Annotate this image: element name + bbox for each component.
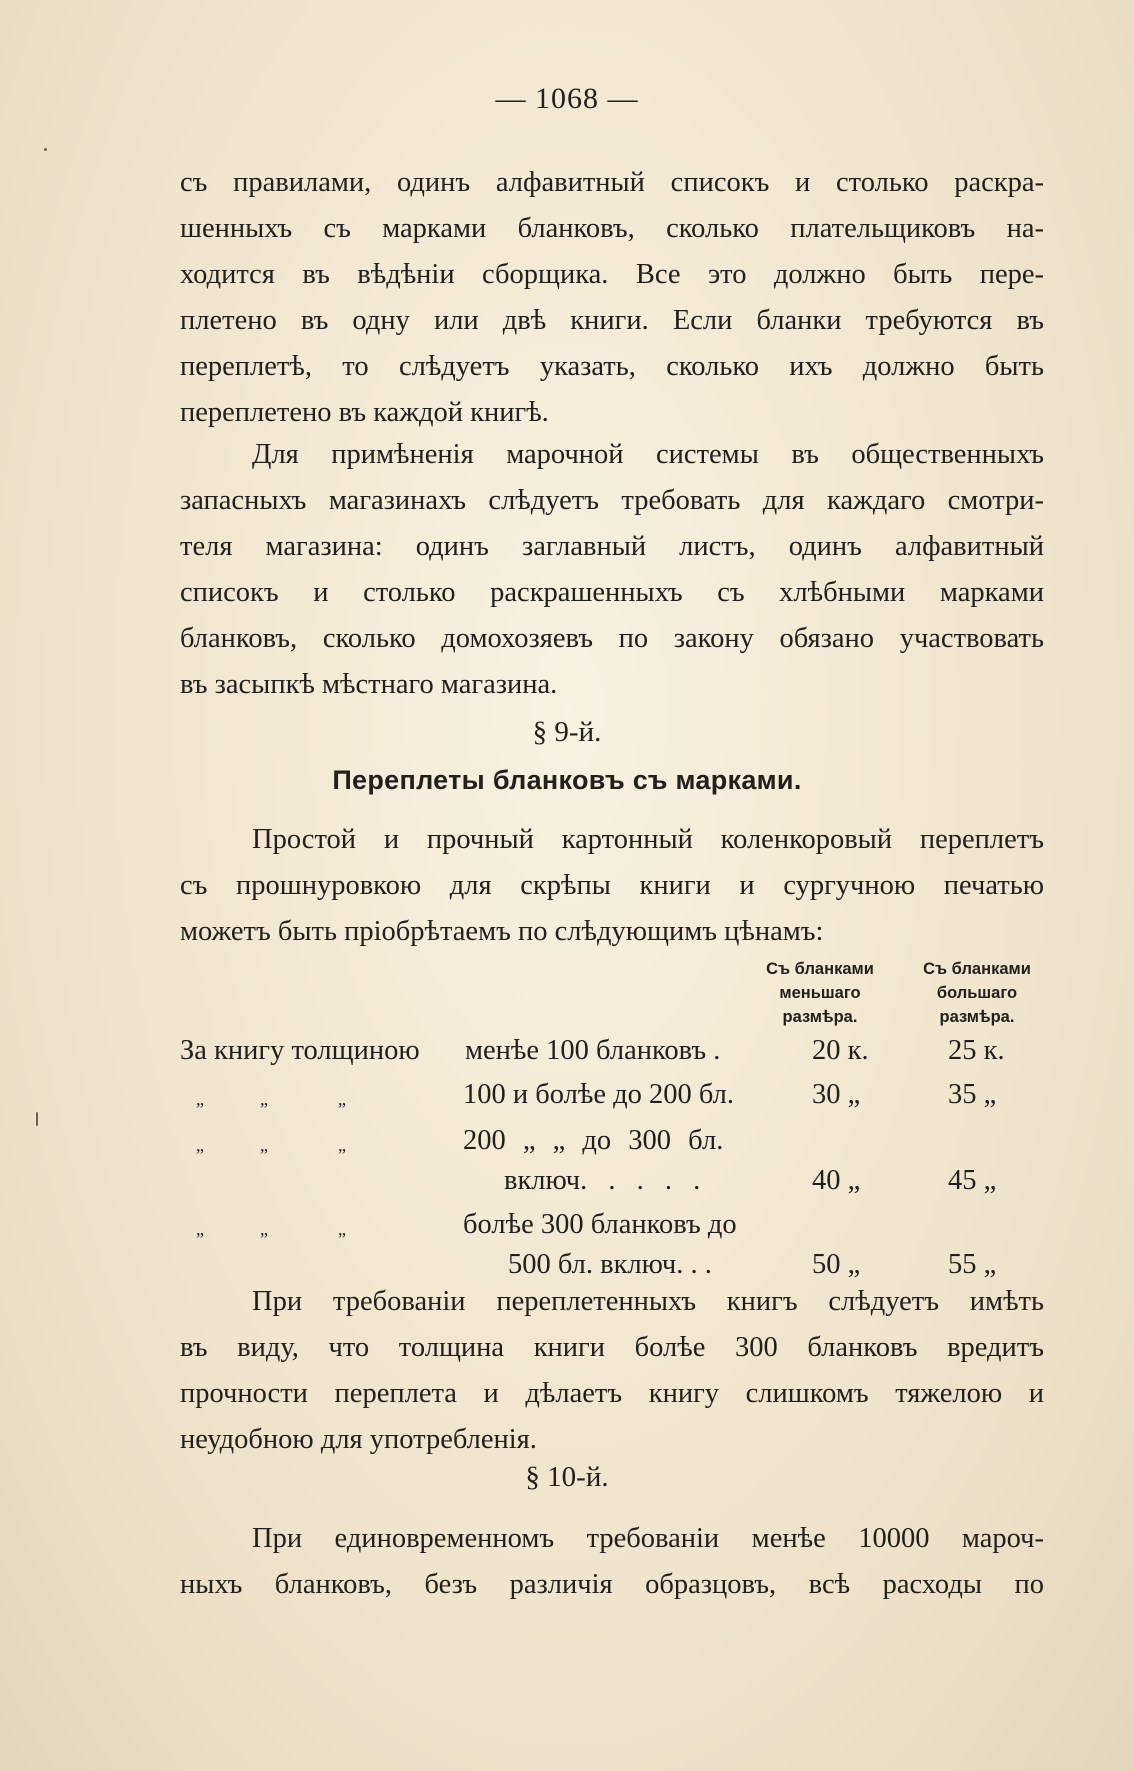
price-large: 55 „ xyxy=(948,1249,997,1280)
ditto-mark: „ xyxy=(338,1135,346,1155)
section-10-sign: § 10-й. xyxy=(525,1461,609,1493)
text-line: списокъ и столько раскрашенныхъ съ хлѣбными марками xyxy=(180,577,1044,608)
text-line: ходится въ вѣдѣніи сборщика. Все это должно быть пере- xyxy=(180,259,1044,290)
speck xyxy=(36,1112,38,1126)
text-line: бланковъ, сколько домохозяевъ по закону обязано участвовать xyxy=(180,623,1044,654)
price-large: 45 „ xyxy=(948,1165,997,1196)
column-header-large-size xyxy=(912,957,1042,1029)
text-line: неудобною для употребленія. xyxy=(180,1424,537,1455)
text-line: Простой и прочный картонный коленкоровый переплетъ xyxy=(252,824,1044,855)
ditto-mark: „ xyxy=(260,1135,268,1155)
ditto-mark: „ xyxy=(196,1219,204,1239)
text-line: При требованіи переплетенныхъ книгъ слѣдуетъ имѣть xyxy=(252,1286,1044,1317)
text-line: можетъ быть пріобрѣтаемъ по слѣдующимъ цѣнамъ: xyxy=(180,916,824,947)
text-line: въ виду, что толщина книги болѣе 300 бланковъ вредитъ xyxy=(180,1332,1044,1363)
page-number: — 1068 — xyxy=(495,82,639,115)
ditto-mark: „ xyxy=(260,1089,268,1109)
speck xyxy=(44,148,47,151)
header-line: размѣра. xyxy=(782,1008,858,1026)
text-line: ныхъ бланковъ, безъ различія образцовъ, всѣ расходы по xyxy=(180,1569,1044,1600)
row-description: менѣе 100 бланковъ . xyxy=(465,1035,721,1066)
paragraph-binding xyxy=(180,817,1044,955)
price-small: 40 „ xyxy=(812,1165,861,1196)
header-line: Съ бланками xyxy=(766,960,874,978)
header-line: большаго xyxy=(936,984,1018,1002)
text-line: переплетѣ, то слѣдуетъ указать, сколько ихъ должно быть xyxy=(180,351,1044,382)
text-line: теля магазина: одинъ заглавный листъ, одинъ алфавитный xyxy=(180,531,1044,562)
paragraph-storage-magazines xyxy=(180,432,1044,708)
text-line: прочности переплета и дѣлаетъ книгу слишкомъ тяжелою и xyxy=(180,1378,1044,1409)
text-line: съ прошнуровкою для скрѣпы книги и сургучною печатью xyxy=(180,870,1044,901)
row-lead: За книгу толщиною xyxy=(180,1035,420,1066)
text-line: въ засыпкѣ мѣстнаго магазина. xyxy=(180,669,558,700)
paragraph-thickness-warning xyxy=(180,1279,1044,1463)
header-line: меньшаго xyxy=(779,984,861,1002)
section-9-heading: Переплеты бланковъ съ марками. xyxy=(332,765,802,795)
price-small: 20 к. xyxy=(812,1035,869,1066)
text-line: съ правилами, одинъ алфавитный списокъ и столько раскра- xyxy=(180,167,1044,198)
paragraph-single-order xyxy=(180,1516,1044,1608)
ditto-mark: „ xyxy=(338,1089,346,1109)
section-9-sign: § 9-й. xyxy=(532,716,602,748)
row-description-continued: включ. . . . . xyxy=(504,1165,701,1196)
row-description: 100 и болѣе до 200 бл. xyxy=(463,1079,734,1110)
row-description-continued: 500 бл. включ. . . xyxy=(508,1249,712,1280)
column-header-small-size xyxy=(755,957,885,1029)
text-line: шенныхъ съ марками бланковъ, сколько плательщиковъ на- xyxy=(180,213,1044,244)
price-table xyxy=(180,955,1044,1280)
ditto-mark: „ xyxy=(338,1219,346,1239)
text-line: При единовременномъ требованіи менѣе 10000 мароч- xyxy=(252,1523,1044,1554)
ditto-mark: „ xyxy=(196,1135,204,1155)
text-line: Для примѣненія марочной системы въ общественныхъ xyxy=(252,439,1044,470)
price-large: 25 к. xyxy=(948,1035,1005,1066)
row-description: 200 „ „ до 300 бл. xyxy=(463,1125,724,1156)
price-small: 30 „ xyxy=(812,1079,861,1110)
text-line: плетено въ одну или двѣ книги. Если бланки требуются въ xyxy=(180,305,1044,336)
ditto-mark: „ xyxy=(260,1219,268,1239)
text-line: запасныхъ магазинахъ слѣдуетъ требовать для каждаго смотри- xyxy=(180,485,1044,516)
price-small: 50 „ xyxy=(812,1249,861,1280)
header-line: Съ бланками xyxy=(923,960,1031,978)
header-line: размѣра. xyxy=(939,1008,1015,1026)
price-large: 35 „ xyxy=(948,1079,997,1110)
intro-paragraph xyxy=(180,160,1044,436)
ditto-mark: „ xyxy=(196,1089,204,1109)
row-description: болѣе 300 бланковъ до xyxy=(463,1209,737,1240)
text-line: переплетено въ каждой книгѣ. xyxy=(180,397,549,428)
